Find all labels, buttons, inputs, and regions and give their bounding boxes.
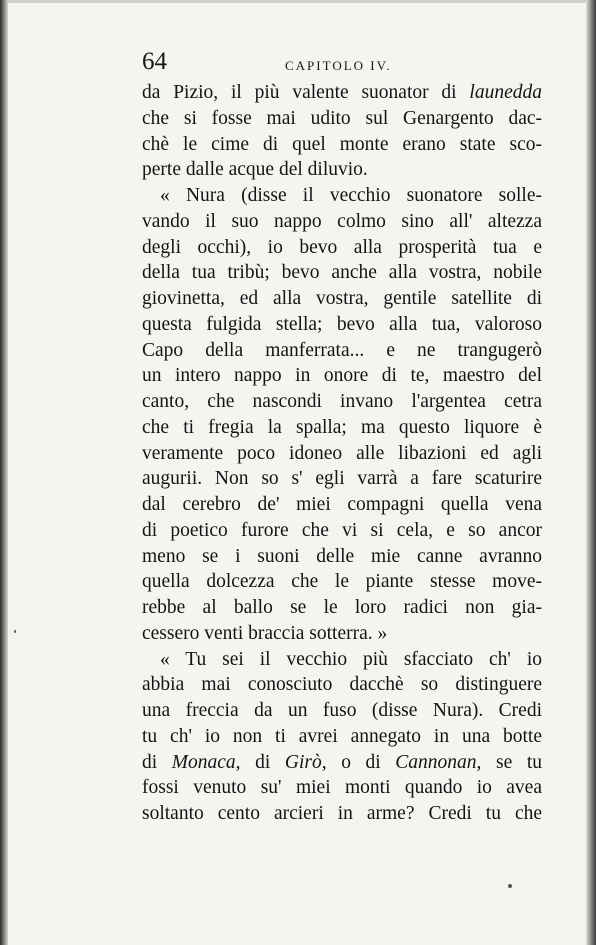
page-header	[142, 48, 542, 78]
text-line: veramente poco idoneo alle libazioni ed agli	[142, 442, 542, 464]
text-line: fossi venuto su' miei monti quando io avea	[142, 777, 542, 799]
text-line: vando il suo nappo colmo sino all' altezza	[142, 210, 542, 232]
text-line: che ti fregia la spalla; ma questo liquore è	[142, 416, 542, 438]
page-right-edge	[586, 0, 596, 945]
text-line: che si fosse mai udito sul Genargento dac-	[142, 107, 542, 129]
text-line: rebbe al ballo se le loro radici non gia-	[142, 597, 542, 618]
text-line: degli occhi), io bevo alla prosperità tua e	[142, 236, 542, 258]
paper-speck	[14, 630, 16, 633]
text-line: canto, che nascondi invano l'argentea cetra	[142, 391, 542, 412]
text-line: di poetico furore che vi si cela, e so ancor	[142, 519, 542, 541]
text-line: augurii. Non so s' egli varrà a fare scaturire	[142, 468, 542, 490]
page-left-edge	[0, 0, 8, 945]
text-line: chè le cime di quel monte erano state sco-	[142, 133, 542, 155]
page-number: 64	[142, 48, 167, 75]
text-line: dal cerebro de' miei compagni quella vena	[142, 494, 542, 515]
text-line: « Tu sei il vecchio più sfacciato ch' io	[160, 648, 542, 670]
text-line: cessero venti braccia sotterra. »	[142, 622, 388, 644]
text-line: meno se i suoni delle mie canne avranno	[142, 545, 542, 567]
text-line: Capo della manferrata... e ne trangugerò	[142, 339, 542, 361]
text-line: perte dalle acque del diluvio.	[142, 159, 368, 181]
text-line: da Pizio, il più valente suonator di launedda	[142, 82, 542, 103]
text-line: un intero nappo in onore di te, maestro del	[142, 365, 542, 387]
text-line: una freccia da un fuso (disse Nura). Credi	[142, 700, 542, 721]
text-line: questa fulgida stella; bevo alla tua, valoroso	[142, 313, 542, 335]
text-line: quella dolcezza che le piante stesse move-	[142, 571, 542, 593]
text-line: « Nura (disse il vecchio suonatore solle-	[160, 185, 542, 206]
paper-speck	[508, 884, 512, 888]
body-text	[142, 80, 542, 827]
text-line: soltanto cento arcieri in arme? Credi tu che	[142, 803, 542, 824]
page-top-edge	[0, 0, 596, 3]
text-line: della tua tribù; bevo anche alla vostra, nobile	[142, 262, 542, 284]
running-head: CAPITOLO IV.	[285, 58, 392, 73]
text-line: di Monaca, di Girò, o di Cannonan, se tu	[142, 751, 543, 773]
text-line: giovinetta, ed alla vostra, gentile satellite di	[142, 288, 542, 309]
text-line: tu ch' io non ti avrei annegato in una botte	[142, 725, 542, 747]
text-line: abbia mai conosciuto dacchè so distinguere	[142, 674, 542, 696]
